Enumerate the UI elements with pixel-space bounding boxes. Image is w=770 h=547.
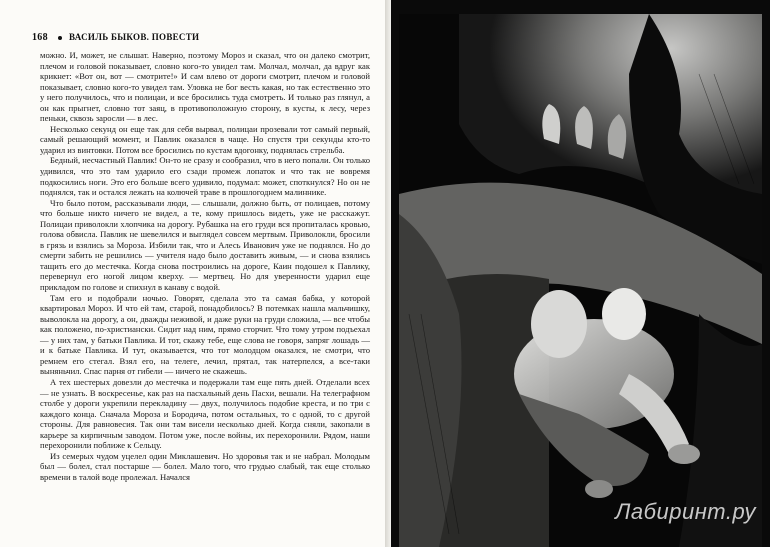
paragraph: Несколько секунд он еще так для себя вырвал, полицаи прозевали тот самый первый, самый решающий момент, и Павлик оказался в чаще. Но спустя три секунды кто-то ударил из винтовки. Потом все бросились по кустам вдогонку, поднялась стрельба. — [40, 123, 370, 155]
paragraph: Из семерых чудом уцелел один Миклашевич. Но здоровья так и не набрал. Молодым был — болел, стал постарше — болел. Мало того, что грудью слабый, так еще столько времени в талой воде пролежал. Начался — [40, 450, 370, 482]
running-title: ВАСИЛЬ БЫКОВ. ПОВЕСТИ — [69, 32, 200, 42]
paragraph: А тех шестерых довезли до местечка и подержали там еще пять дней. Отделали всех — не узнать. В воскресенье, как раз на пасхальный день Пасхи, вешали. На телеграфном столбе у дороги укрепили перекладину — двух, получилось подобие креста, и по три с каждого конца. Сначала Мороза и Бородича, потом остальных, то с одной, то с другой стороны. Для равновесия. Так они там висели несколько дней. Когда сняли, закопали в карьере за кирпичным заводом. Потом уже, после войны, их перехоронили. Рядом, наши перехоронили поближе к Сельцу. — [40, 376, 370, 451]
paragraph: Там его и подобрали ночью. Говорят, сделала это та самая бабка, у которой квартировал Мороз. И что ей там, старой, понадобилось? В потемках нашла мальчишку, выволокла на дорогу, а он, дважды неживой, и даже руки на груди сложила, — все чтобы как положено, по-христиански. Сидит над ним, прямо сторчит. Что тому утром подъехал — у них там, у батьки Павлика. И тот, скажу тебе, еще слова не говоря, запряг лошадь — и к батьке Павлика. И тут, оказывается, что тот молодцом оказался, не смотри, что ремнем его стегал. Взял его, на телеге, лечил, прятал, так натерпелся, а все-таки выняньчил. Спас парня от гибели — ничего не скажешь. — [40, 292, 370, 377]
watermark: Лабиринт.ру — [615, 499, 756, 524]
illustration-page — [391, 0, 770, 547]
bullet-icon — [58, 36, 62, 40]
paragraph: можно. И, может, не слышат. Наверно, поэтому Мороз и сказал, что он далеко смотрит, плечом и головой показывает, словно кого-то увидел там. Молчал, молчал, да вдруг как крикнет: «Вот он, вот — смотрите!» И сам влево от дороги смотрит, плечом и головой показывает, словно кого-то увидел там. Уловка не бог весть какая, но так естественно это у него получилось, что и полицаи, и все бросились туда смотреть. И только раз глянул, а он как прыгнет, словно тот заяц, в противоположную сторону, в кусты, к лесу, через пеньки, сквозь заросли — в лес. — [40, 50, 370, 124]
paragraph: Что было потом, рассказывали люди, — слышали, должно быть, от полицаев, потому что больше никто ничего не видел, а те, кому пришлось видеть, уже не расскажут. Полицаи приволокли хлопчика на дорогу. Рубашка на его груди вся пропиталась кровью, голова обвисла. Павлик не шевелился и выглядел совсем мертвым. Приволокли, бросили в грязь и взялись за Мороза. Избили так, что и Алесь Иванович уже не поднялся. Но до смерти забить не решились — учителя надо было доставить живым, — и снова взялись тащить его до местечка. Когда снова построились на дороге, Каин подошел к Павлику, перевернул его ногой лицом кверху. — мертвец. Но для уверенности ударил еще прикладом по голове и спихнул в канаву с водой. — [40, 197, 370, 293]
paragraph: Бедный, несчастный Павлик! Он-то не сразу и сообразил, что в него попали. Он только удивился, что это там ударило его сзади промеж лопаток и что так не вовремя подкосились ноги. Это его больше всего удивило, подумал: может, споткнулся? Но он не поднялся, так и остался лежать на колючей траве в прошлогоднем малиннике. — [40, 155, 370, 198]
illustration-artwork — [399, 14, 762, 547]
running-header — [32, 32, 375, 43]
body-text — [40, 50, 370, 482]
page-number: 168 — [32, 32, 48, 43]
illustration — [399, 14, 762, 547]
